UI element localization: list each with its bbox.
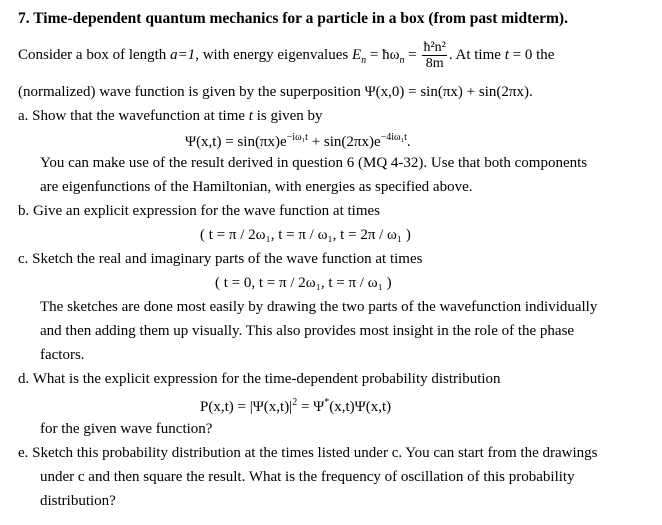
- omega-subscript: n: [399, 54, 405, 66]
- intro-text-3: . At time: [448, 46, 505, 63]
- part-a-eq-end: .: [406, 134, 411, 150]
- part-a-label-end: is given by: [252, 108, 323, 124]
- part-d-equation: [200, 394, 391, 416]
- part-a-eq-exponent-1: −iω₁t: [286, 132, 308, 143]
- part-a-eq-part-2: + sin(2πx)e: [307, 134, 381, 150]
- intro-line-2: (normalized) wave function is given by the superposition Ψ(x,0) = sin(πx) + sin(2πx).: [18, 84, 533, 100]
- part-b-label: b. Give an explicit expression for the wave function at times: [18, 203, 380, 219]
- part-b-times: ( t = π / 2ω₁, t = π / ω₁, t = 2π / ω₁ ): [200, 227, 411, 243]
- part-d-label: d. What is the explicit expression for the time-dependent probability distribution: [18, 371, 501, 387]
- part-c-label: c. Sketch the real and imaginary parts of the wave function at times: [18, 251, 423, 267]
- part-a-note-line-1: You can make use of the result derived in question 6 (MQ 4-32). Use that both components: [40, 155, 588, 171]
- part-c-times: ( t = 0, t = π / 2ω₁, t = π / ω₁ ): [215, 275, 392, 291]
- time-symbol: t: [504, 46, 509, 63]
- part-e-line-1: e. Sketch this probability distribution at the times listed under c. You can start from the drawings: [18, 445, 598, 461]
- energy-fraction-denominator: 8m: [425, 56, 444, 71]
- part-a-eq-exponent-2: −4iω₁t: [380, 132, 407, 143]
- part-d-eq-part-3: (x,t)Ψ(x,t): [329, 399, 392, 415]
- part-a-equation: [185, 129, 411, 151]
- energy-subscript: n: [361, 54, 367, 66]
- part-a-note-line-2: are eigenfunctions of the Hamiltonian, with energies as specified above.: [40, 179, 473, 195]
- energy-fraction-numerator: ħ²n²: [423, 40, 446, 55]
- part-c-note-line-3: factors.: [40, 347, 85, 363]
- energy-eq-mid: = ħω: [366, 46, 400, 63]
- part-d-eq-part-2: = Ψ: [297, 399, 325, 415]
- problem-title: 7. Time-dependent quantum mechanics for a particle in a box (from past midterm).: [18, 10, 568, 27]
- intro-text-4: = 0 the: [508, 46, 555, 63]
- intro-text-1: Consider a box of length: [18, 46, 171, 63]
- part-a-eq-part-1: Ψ(x,t) = sin(πx)e: [185, 134, 287, 150]
- part-e-line-2: under c and then square the result. What is the frequency of oscillation of this probability: [40, 469, 575, 485]
- box-length: a=1: [170, 46, 196, 63]
- part-e-line-3: distribution?: [40, 493, 116, 509]
- part-d-follow: for the given wave function?: [40, 421, 213, 437]
- part-a-time-symbol: t: [248, 108, 253, 124]
- energy-symbol: E: [351, 46, 362, 63]
- part-d-eq-conjugate: *: [324, 397, 330, 408]
- part-a-label-text: a. Show that the wavefunction at time: [18, 108, 249, 124]
- part-d-eq-part-1: P(x,t) = |Ψ(x,t)|: [200, 399, 293, 415]
- intro-line-1: [18, 40, 554, 71]
- part-c-note-line-1: The sketches are done most easily by drawing the two parts of the wavefunction individually: [40, 299, 598, 315]
- part-d-eq-exponent: 2: [292, 397, 298, 408]
- energy-eq-2: =: [404, 46, 421, 63]
- part-a-label: [18, 107, 323, 125]
- part-c-note-line-2: and then adding them up visually. This also provides most insight in the role of the phase: [40, 323, 575, 339]
- intro-text-2: , with energy eigenvalues: [195, 46, 352, 63]
- energy-fraction: [422, 40, 446, 71]
